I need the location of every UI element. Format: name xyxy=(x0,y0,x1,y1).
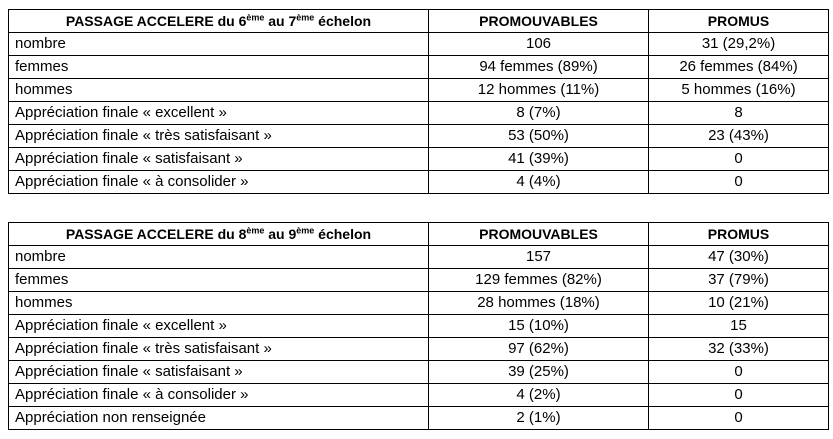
table-row xyxy=(9,407,829,430)
promus-value: 10 (21%) xyxy=(649,292,829,315)
table-header-row xyxy=(9,223,829,246)
promouvables-value: 53 (50%) xyxy=(429,125,649,148)
row-label: femmes xyxy=(9,269,429,292)
promus-value: 8 xyxy=(649,102,829,125)
row-label: Appréciation non renseignée xyxy=(9,407,429,430)
promus-value: 23 (43%) xyxy=(649,125,829,148)
row-label: Appréciation finale « excellent » xyxy=(9,102,429,125)
row-label: Appréciation finale « satisfaisant » xyxy=(9,148,429,171)
table-title: PASSAGE ACCELERE du 8ème au 9ème échelon xyxy=(9,223,429,246)
row-label: femmes xyxy=(9,56,429,79)
table-row xyxy=(9,33,829,56)
promouvables-value: 28 hommes (18%) xyxy=(429,292,649,315)
promus-value: 26 femmes (84%) xyxy=(649,56,829,79)
table-row xyxy=(9,361,829,384)
promouvables-value: 8 (7%) xyxy=(429,102,649,125)
table-8-9-echelon xyxy=(8,222,829,430)
promouvables-value: 157 xyxy=(429,246,649,269)
table-row xyxy=(9,148,829,171)
row-label: hommes xyxy=(9,79,429,102)
table-row xyxy=(9,269,829,292)
table-row xyxy=(9,102,829,125)
promus-value: 0 xyxy=(649,148,829,171)
row-label: Appréciation finale « très satisfaisant » xyxy=(9,125,429,148)
table-row xyxy=(9,338,829,361)
row-label: Appréciation finale « à consolider » xyxy=(9,384,429,407)
promouvables-value: 2 (1%) xyxy=(429,407,649,430)
table-row xyxy=(9,315,829,338)
promouvables-value: 15 (10%) xyxy=(429,315,649,338)
row-label: Appréciation finale « très satisfaisant » xyxy=(9,338,429,361)
promus-value: 31 (29,2%) xyxy=(649,33,829,56)
promus-value: 32 (33%) xyxy=(649,338,829,361)
row-label: nombre xyxy=(9,33,429,56)
table-6-7-echelon xyxy=(8,9,829,194)
table-row xyxy=(9,292,829,315)
table-header-row xyxy=(9,10,829,33)
promus-value: 37 (79%) xyxy=(649,269,829,292)
promus-value: 0 xyxy=(649,384,829,407)
column-header-promus: PROMUS xyxy=(649,223,829,246)
row-label: Appréciation finale « excellent » xyxy=(9,315,429,338)
promus-value: 0 xyxy=(649,407,829,430)
column-header-promouvables: PROMOUVABLES xyxy=(429,10,649,33)
promus-value: 5 hommes (16%) xyxy=(649,79,829,102)
table-row xyxy=(9,56,829,79)
row-label: nombre xyxy=(9,246,429,269)
column-header-promus: PROMUS xyxy=(649,10,829,33)
table-row xyxy=(9,125,829,148)
table-row xyxy=(9,171,829,194)
table-row xyxy=(9,384,829,407)
promouvables-value: 94 femmes (89%) xyxy=(429,56,649,79)
promouvables-value: 12 hommes (11%) xyxy=(429,79,649,102)
table-title: PASSAGE ACCELERE du 6ème au 7ème échelon xyxy=(9,10,429,33)
promouvables-value: 39 (25%) xyxy=(429,361,649,384)
row-label: hommes xyxy=(9,292,429,315)
promus-value: 15 xyxy=(649,315,829,338)
row-label: Appréciation finale « satisfaisant » xyxy=(9,361,429,384)
promouvables-value: 97 (62%) xyxy=(429,338,649,361)
promus-value: 0 xyxy=(649,361,829,384)
table-row xyxy=(9,79,829,102)
promouvables-value: 41 (39%) xyxy=(429,148,649,171)
promouvables-value: 106 xyxy=(429,33,649,56)
promouvables-value: 4 (2%) xyxy=(429,384,649,407)
promus-value: 0 xyxy=(649,171,829,194)
table-row xyxy=(9,246,829,269)
row-label: Appréciation finale « à consolider » xyxy=(9,171,429,194)
promouvables-value: 129 femmes (82%) xyxy=(429,269,649,292)
column-header-promouvables: PROMOUVABLES xyxy=(429,223,649,246)
promus-value: 47 (30%) xyxy=(649,246,829,269)
promouvables-value: 4 (4%) xyxy=(429,171,649,194)
